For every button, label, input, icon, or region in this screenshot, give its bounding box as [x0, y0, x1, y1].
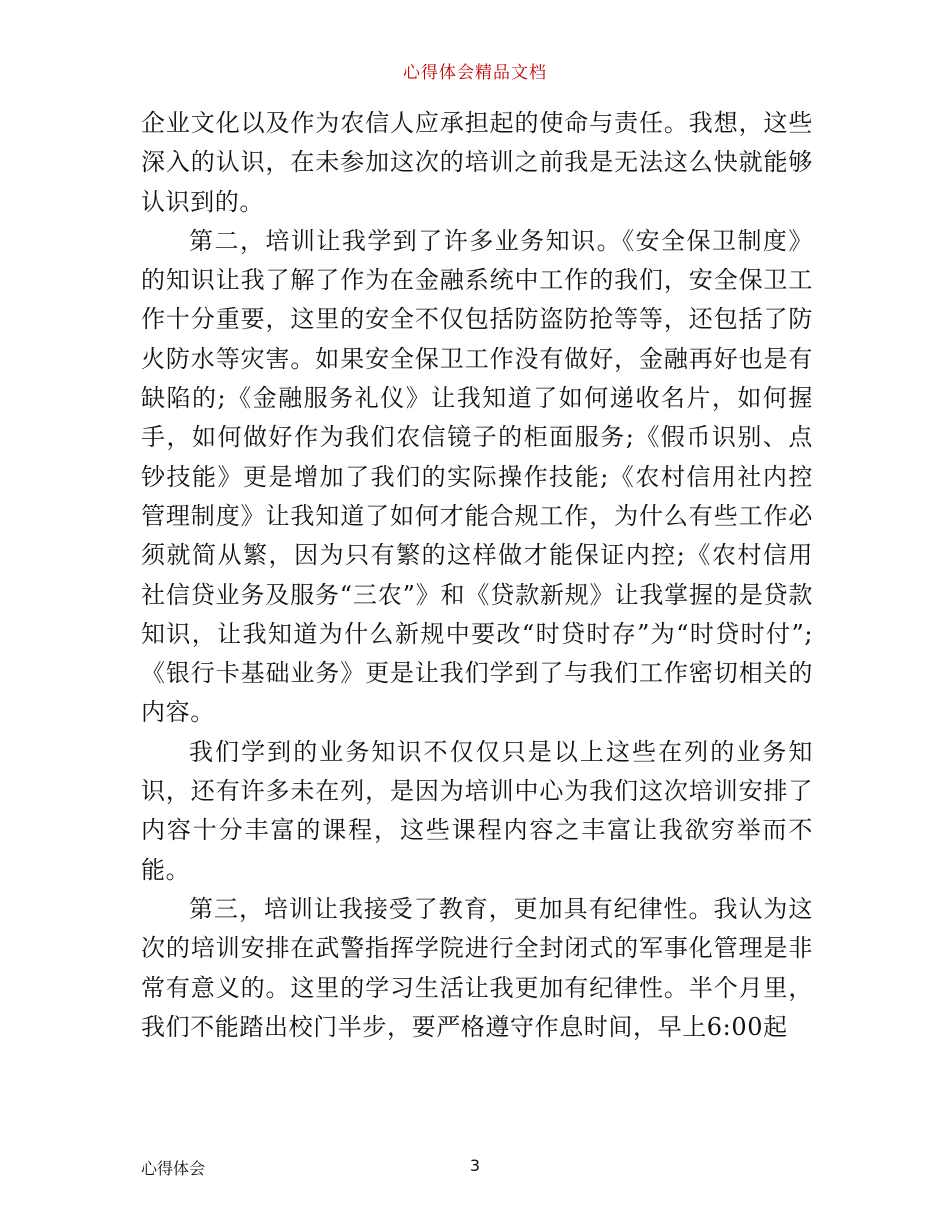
document-body — [141, 104, 813, 1047]
paragraph-3: 我们学到的业务知识不仅仅只是以上这些在列的业务知识，还有许多未在列，是因为培训中心为我们这次培训安排了内容十分丰富的课程，这些课程内容之丰富让我欲穷举而不能。 — [141, 737, 813, 884]
paragraph-4: 第三，培训让我接受了教育，更加具有纪律性。我认为这次的培训安排在武警指挥学院进行全封闭式的军事化管理是非常有意义的。这里的学习生活让我更加有纪律性。半个月里，我们不能踏出校门半步，要严格遵守作息时间，早上6:00起 — [141, 894, 813, 1041]
page-number: 3 — [469, 1156, 481, 1175]
page-header-title: 心得体会精品文档 — [403, 63, 547, 83]
footer-label: 心得体会 — [141, 1159, 206, 1178]
paragraph-1: 企业文化以及作为农信人应承担起的使命与责任。我想，这些深入的认识，在未参加这次的培训之前我是无法这么快就能够认识到的。 — [141, 109, 813, 216]
paragraph-2: 第二，培训让我学到了许多业务知识。《安全保卫制度》的知识让我了解了作为在金融系统中工作的我们，安全保卫工作十分重要，这里的安全不仅包括防盗防抢等等，还包括了防火防水等灾害。如果安全保卫工作没有做好，金融再好也是有缺陷的;《金融服务礼仪》让我知道了如何递收名片，如何握手，如何做好作为我们农信镜子的柜面服务;《假币识别、点钞技能》更是增加了我们的实际操作技能;《农村信用社内控管理制度》让我知道了如何才能合规工作，为什么有些工作必须就简从繁，因为只有繁的这样做才能保证内控;《农村信用社信贷业务及服务“三农”》和《贷款新规》让我掌握的是贷款知识，让我知道为什么新规中要改“时贷时存”为“时贷时付”;《银行卡基础业务》更是让我们学到了与我们工作密切相关的内容。 — [141, 226, 813, 727]
